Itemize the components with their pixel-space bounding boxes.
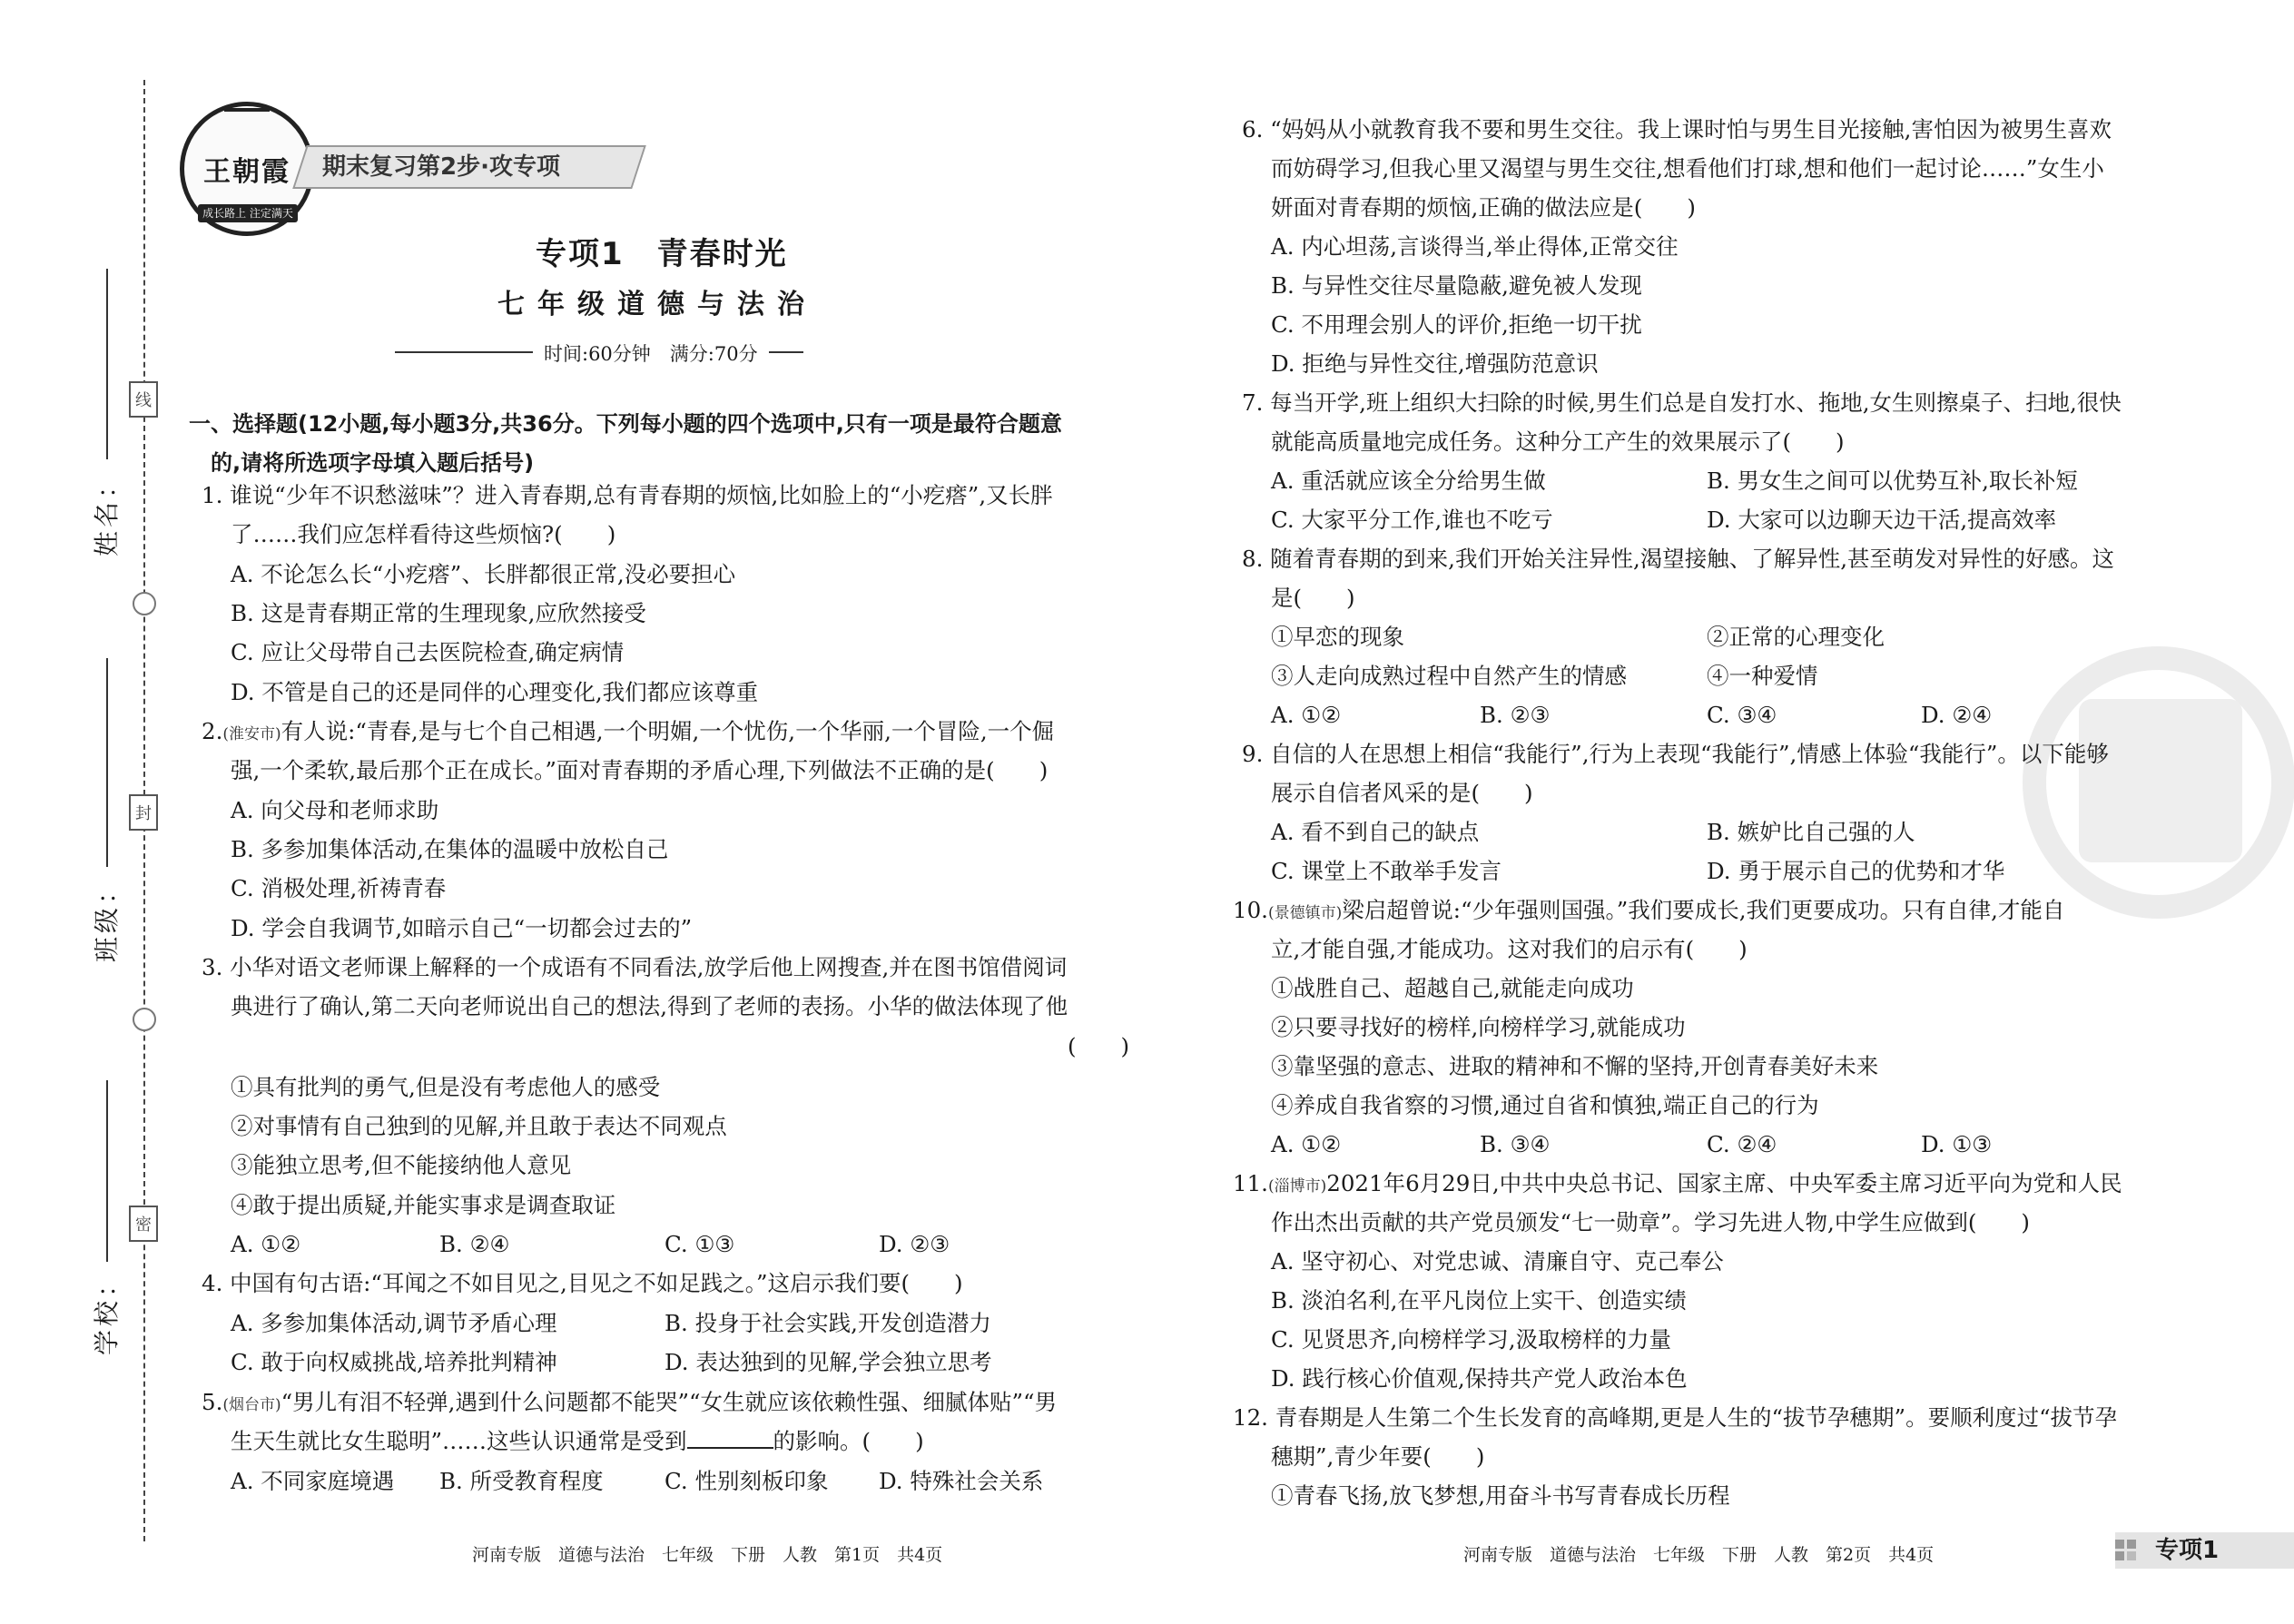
question-body: 的影响。( ) (773, 1428, 924, 1454)
question-text: 穗期”,青少年要( ) (1271, 1443, 1485, 1470)
statement-item: ①战胜自己、超越自己,就能走向成功 (1271, 975, 1634, 1001)
question-number: 2. (202, 718, 223, 744)
topic-tab-label: 专项1 (2155, 1537, 2220, 1564)
answer-option: B. ②③ (1480, 702, 1551, 728)
question-text (202, 720, 1054, 744)
answer-option: A. 重活就应该全分给男生做 (1271, 468, 1546, 494)
question-text (1233, 1172, 2122, 1196)
question-body: 有人说:“青春,是与七个自己相遇,一个明媚,一个忧伤,一个华丽,一个冒险,一个倔 (281, 718, 1055, 744)
scissor-icon (133, 592, 156, 615)
answer-option: A. ①② (231, 1231, 301, 1257)
section-heading: 的,请将所选项字母填入题后括号) (211, 450, 535, 476)
answer-option: D. ②③ (879, 1231, 950, 1257)
question-text: 立,才能自强,才能成功。这对我们的启示有( ) (1271, 936, 1748, 962)
answer-option: D. ①③ (1921, 1131, 1993, 1157)
statement-item: ②只要寻找好的榜样,向榜样学习,就能成功 (1271, 1014, 1686, 1040)
crown-icon (224, 88, 270, 112)
question-number: 10. (1233, 897, 1268, 923)
answer-option: A. 看不到自己的缺点 (1271, 819, 1480, 845)
answer-option: A. 不论怎么长“小疙瘩”、长胖都很正常,没必要担心 (231, 561, 736, 587)
answer-option: C. 不用理会别人的评价,拒绝一切干扰 (1271, 311, 1642, 338)
question-text (1233, 899, 2064, 923)
answer-option: C. 应让父母带自己去医院检查,确定病情 (231, 639, 625, 665)
statement-item: ②正常的心理变化 (1707, 624, 1885, 650)
answer-option: B. 所受教育程度 (439, 1468, 604, 1494)
answer-option: A. ①② (1271, 702, 1342, 728)
answer-option: C. ③④ (1707, 702, 1777, 728)
question-body: 梁启超曾说:“少年强则国强。”我们要成长,我们更要成功。只有自律,才能自 (1342, 897, 2065, 923)
grid-squares-icon (2115, 1540, 2148, 1563)
answer-option: B. 嫉妒比自己强的人 (1707, 819, 1915, 845)
question-text: 是( ) (1271, 585, 1355, 611)
answer-option: A. 多参加集体活动,调节矛盾心理 (231, 1310, 557, 1336)
answer-option: C. 性别刻板印象 (665, 1468, 829, 1494)
statement-item: ④敢于提出质疑,并能实事求是调查取证 (231, 1192, 616, 1218)
question-number: 5. (202, 1389, 223, 1415)
cut-mark-secret: 密 (129, 1206, 158, 1242)
answer-option: B. 投身于社会实践,开发创造潜力 (665, 1310, 991, 1336)
question-number: 11. (1233, 1170, 1268, 1196)
statement-item: ①青春飞扬,放飞梦想,用奋斗书写青春成长历程 (1271, 1482, 1730, 1509)
statement-item: ③人走向成熟过程中自然产生的情感 (1271, 663, 1627, 689)
answer-option: B. 这是青春期正常的生理现象,应欣然接受 (231, 600, 646, 626)
page-subtitle: 七年级道德与法治 (497, 289, 817, 320)
scissor-icon (133, 1008, 156, 1031)
name-field-line (106, 269, 108, 459)
question-text: 7. 每当开学,班上组织大扫除的时候,男生们总是自发打水、拖地,女生则擦桌子、扫地,很快 (1242, 389, 2122, 416)
answer-option: D. 特殊社会关系 (879, 1468, 1044, 1494)
answer-bracket: ( ) (1068, 1033, 1130, 1059)
answer-option: B. ③④ (1480, 1131, 1551, 1157)
answer-option: D. 大家可以边聊天边干活,提高效率 (1707, 507, 2057, 533)
answer-option: D. 践行核心价值观,保持共产党人政治本色 (1271, 1365, 1688, 1392)
question-text: 1. 谁说“少年不识愁滋味”？进入青春期,总有青春期的烦恼,比如脸上的“小疙瘩”,又长胖 (202, 482, 1053, 508)
cut-mark-seal: 封 (129, 794, 158, 831)
watermark-seal-icon (2079, 699, 2242, 862)
question-text: 6. “妈妈从小就教育我不要和男生交往。我上课时怕与男生目光接触,害怕因为被男生喜欢 (1242, 116, 2112, 143)
section-heading: 一、选择题(12小题,每小题3分,共36分。下列每小题的四个选项中,只有一项是最符合题意 (189, 411, 1062, 437)
fill-blank (687, 1431, 773, 1449)
answer-option: A. 不同家庭境遇 (231, 1468, 395, 1494)
answer-option: C. 见贤思齐,向榜样学习,汲取榜样的力量 (1271, 1326, 1672, 1353)
question-text: 12. 青春期是人生第二个生长发育的高峰期,更是人生的“拔节孕穗期”。要顺利度过“拔节孕 (1233, 1404, 2118, 1431)
answer-option: C. 消极处理,祈祷青春 (231, 875, 447, 901)
class-field-line (106, 658, 108, 867)
question-body: 生天生就比女生聪明”……这些认识通常是受到 (231, 1428, 687, 1454)
answer-option: A. 坚守初心、对党忠诚、清廉自守、克己奉公 (1271, 1248, 1724, 1275)
answer-option: C. 课堂上不敢举手发言 (1271, 858, 1501, 884)
question-text: 展示自信者风采的是( ) (1271, 780, 1533, 806)
answer-option: C. 敢于向权威挑战,培养批判精神 (231, 1349, 557, 1375)
answer-option: C. ①③ (665, 1231, 735, 1257)
statement-item: ①早恋的现象 (1271, 624, 1404, 650)
answer-option: A. 向父母和老师求助 (231, 797, 439, 823)
statement-item: ③能独立思考,但不能接纳他人意见 (231, 1152, 572, 1178)
logo-ribbon: 成长路上 注定满天 (198, 204, 298, 222)
question-text: 作出杰出贡献的共产党员颁发“七一勋章”。学习先进人物,中学生应做到( ) (1271, 1209, 2030, 1235)
answer-option: D. 不管是自己的还是同伴的心理变化,我们都应该尊重 (231, 679, 759, 705)
school-field-label: 学校： (92, 1267, 123, 1356)
answer-option: B. 男女生之间可以优势互补,取长补短 (1707, 468, 2078, 494)
step-label: 期末复习第2步·攻专项 (322, 153, 560, 181)
question-source: (烟台市) (222, 1396, 281, 1414)
question-text: 4. 中国有句古语:“耳闻之不如目见之,目见之不如足践之。”这启示我们要( ) (202, 1270, 963, 1296)
question-text (202, 1391, 1057, 1415)
footer-right: 河南专版 道德与法治 七年级 下册 人教 第2页 共4页 (1463, 1545, 1935, 1565)
answer-option: B. 淡泊名利,在平凡岗位上实干、创造实绩 (1271, 1287, 1687, 1314)
school-field-line (106, 1080, 108, 1262)
answer-option: D. ②④ (1921, 702, 1993, 728)
question-text: 就能高质量地完成任务。这种分工产生的效果展示了( ) (1271, 428, 1845, 455)
question-source: (景德镇市) (1267, 904, 1343, 922)
question-text: 8. 随着青春期的到来,我们开始关注异性,渴望接触、了解异性,甚至萌发对异性的好感。这 (1242, 546, 2115, 572)
statement-item: ②对事情有自己独到的见解,并且敢于表达不同观点 (231, 1113, 727, 1139)
question-source: (淮安市) (222, 725, 281, 743)
question-text: 3. 小华对语文老师课上解释的一个成语有不同看法,放学后他上网搜查,并在图书馆借阅词 (202, 954, 1068, 980)
question-source: (淄博市) (1267, 1177, 1327, 1196)
answer-option: B. 与异性交往尽量隐蔽,避免被人发现 (1271, 272, 1642, 299)
statement-item: ④养成自我省察的习惯,通过自省和慎独,端正自己的行为 (1271, 1092, 1819, 1118)
question-text: 9. 自信的人在思想上相信“我能行”,行为上表现“我能行”,情感上体验“我能行”。以下能够 (1242, 741, 2109, 767)
question-text: 而妨碍学习,但我心里又渴望与男生交往,想看他们打球,想和他们一起讨论……”女生小 (1271, 155, 2104, 182)
question-text: 强,一个柔软,最后那个正在成长。”面对青春期的矛盾心理,下列做法不正确的是( ) (231, 757, 1049, 783)
question-text: 典进行了确认,第二天向老师说出自己的想法,得到了老师的表扬。小华的做法体现了他 (231, 993, 1068, 1019)
statement-item: ①具有批判的勇气,但是没有考虑他人的感受 (231, 1074, 661, 1100)
answer-option: C. ②④ (1707, 1131, 1777, 1157)
question-body: 2021年6月29日,中共中央总书记、国家主席、中央军委主席习近平向为党和人民 (1326, 1170, 2122, 1196)
statement-item: ④一种爱情 (1707, 663, 1818, 689)
question-text: 妍面对青春期的烦恼,正确的做法应是( ) (1271, 194, 1696, 221)
answer-option: B. 多参加集体活动,在集体的温暖中放松自己 (231, 836, 669, 862)
answer-option: B. ②④ (439, 1231, 510, 1257)
class-field-label: 班级： (92, 874, 123, 963)
time-info: 时间:60分钟 满分:70分 (533, 340, 769, 367)
statement-item: ③靠坚强的意志、进取的精神和不懈的坚持,开创青春美好未来 (1271, 1053, 1879, 1079)
name-field-label: 姓名： (92, 468, 123, 557)
footer-left: 河南专版 道德与法治 七年级 下册 人教 第1页 共4页 (472, 1545, 943, 1565)
question-body: “男儿有泪不轻弹,遇到什么问题都不能哭”“女生就应该依赖性强、细腻体贴”“男 (281, 1389, 1058, 1415)
page-title: 专项1 青春时光 (536, 236, 788, 272)
question-text (231, 1430, 924, 1454)
answer-option: C. 大家平分工作,谁也不吃亏 (1271, 507, 1553, 533)
cut-mark-line: 线 (129, 381, 158, 418)
answer-option: D. 学会自我调节,如暗示自己“一切都会过去的” (231, 915, 693, 941)
question-text: 了……我们应怎样看待这些烦恼?( ) (231, 521, 616, 547)
answer-option: D. 拒绝与异性交往,增强防范意识 (1271, 350, 1599, 377)
answer-option: D. 表达独到的见解,学会独立思考 (665, 1349, 992, 1375)
answer-option: A. 内心坦荡,言谈得当,举止得体,正常交往 (1271, 233, 1679, 260)
answer-option: D. 勇于展示自己的优势和才华 (1707, 858, 2005, 884)
logo-name: 王朝霞 (203, 156, 290, 188)
answer-option: A. ①② (1271, 1131, 1342, 1157)
